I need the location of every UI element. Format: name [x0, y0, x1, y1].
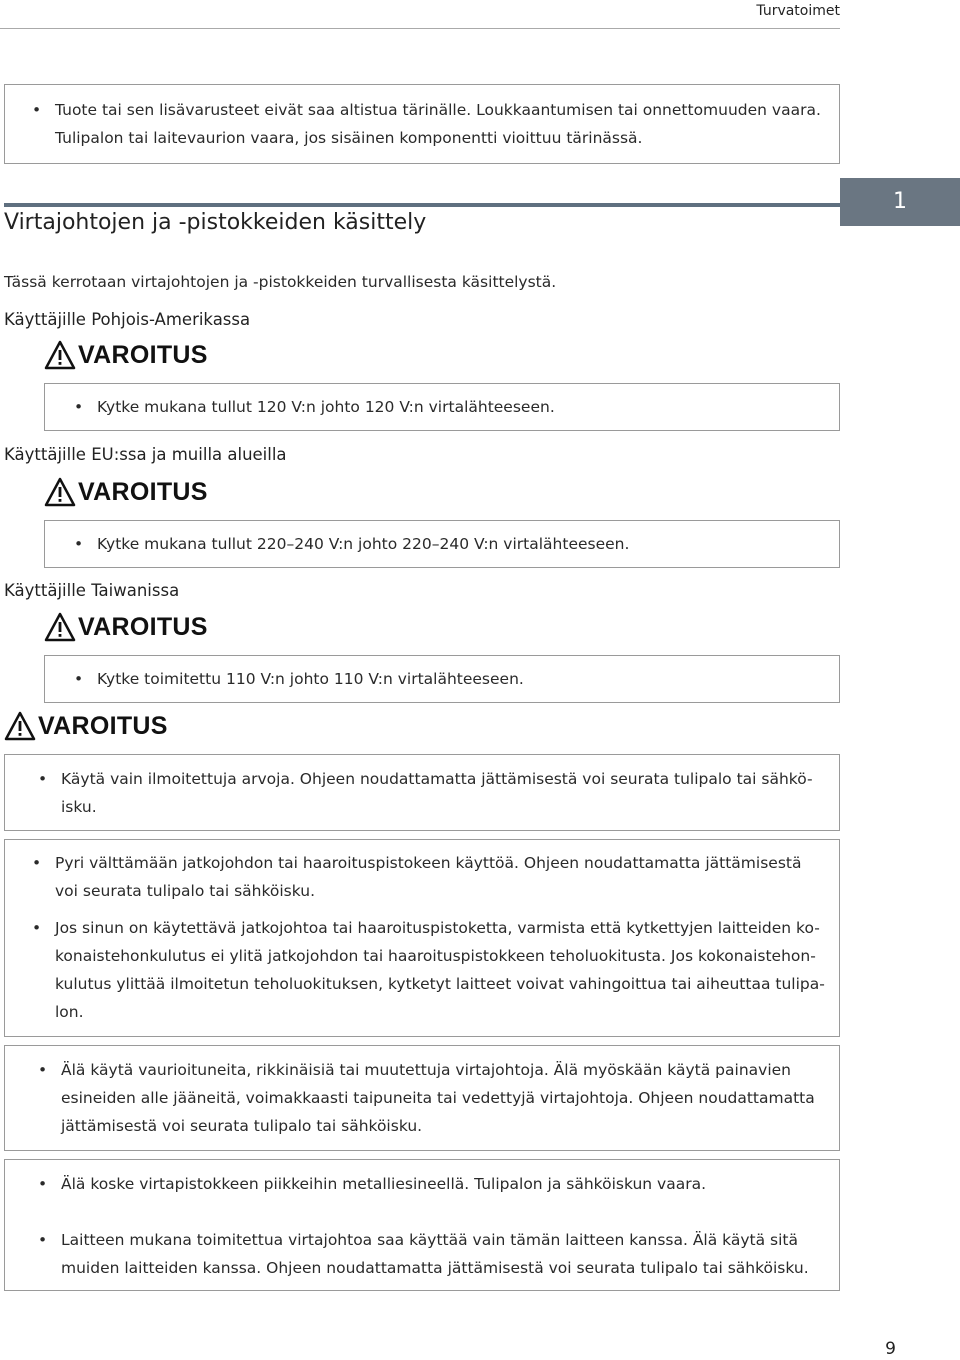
region-heading-eu: Käyttäjille EU:ssa ja muilla alueilla: [4, 445, 287, 464]
warning-triangle-icon: [4, 711, 36, 741]
warning-box-extension-cords: [4, 839, 840, 1037]
extension-item-2-line-1: • Jos sinun on käytettävä jatkojohtoa tai haaroituspistoketta, varmista että kytkettyjen laitteiden ko-: [55, 915, 820, 942]
warning-label: VAROITUS: [38, 711, 168, 740]
plug-item-2-line-2: muiden laitteiden kanssa. Ohjeen noudattamatta jättämisestä voi seurata tulipalo tai sähköisku.: [61, 1259, 809, 1277]
vibration-warning-line-2: Tulipalon tai laitevaurion vaara, jos sisäinen komponentti vioittuu tärinässä.: [55, 129, 643, 147]
extension-item-2-line-3: kulutus ylittää ilmoitetun teholuokituksen, kytketyt laitteet voivat vahingoittua tai aiheuttaa tulipa-: [55, 975, 825, 993]
header-rule: [0, 28, 840, 29]
ratings-line-1: • Käytä vain ilmoitettuja arvoja. Ohjeen noudattamatta jättämisestä voi seurata tulipalo tai sähkö-: [61, 766, 813, 793]
damaged-cords-line-3: jättämisestä voi seurata tulipalo tai sähköisku.: [61, 1117, 423, 1135]
main-warning-heading: [4, 711, 168, 741]
region-item-north-america: • Kytke mukana tullut 120 V:n johto 120 V:n virtalähteeseen.: [97, 394, 555, 421]
region-warning-eu: [44, 477, 208, 507]
section-title: Virtajohtojen ja -pistokkeiden käsittely: [4, 210, 427, 235]
extension-item-1-line-1: • Pyri välttämään jatkojohdon tai haaroituspistokeen käyttöä. Ohjeen noudattamatta jättämisestä: [55, 850, 801, 877]
warning-box-damaged-cords: [4, 1045, 840, 1151]
region-warning-taiwan: [44, 612, 208, 642]
damaged-cords-line-2: esineiden alle jääneitä, voimakkaasti taipuneita tai vedettyjä virtajohtoja. Ohjeen noudattamatta: [61, 1089, 815, 1107]
damaged-cords-line-1: • Älä käytä vaurioituneita, rikkinäisiä tai muutettuja virtajohtoja. Älä myöskään käytä painavien: [61, 1057, 791, 1084]
warning-box-plug-use: [4, 1159, 840, 1291]
region-heading-taiwan: Käyttäjille Taiwanissa: [4, 581, 180, 600]
warning-triangle-icon: [44, 340, 76, 370]
extension-item-1-line-2: voi seurata tulipalo tai sähköisku.: [55, 882, 316, 900]
extension-item-2-line-4: lon.: [55, 1003, 84, 1021]
warning-triangle-icon: [44, 477, 76, 507]
chapter-tab: 1: [840, 178, 960, 226]
section-title-rule: [4, 203, 840, 207]
warning-label: VAROITUS: [78, 612, 208, 641]
plug-item-1: • Älä koske virtapistokkeen piikkeihin metalliesineellä. Tulipalon ja sähköiskun vaara.: [61, 1171, 706, 1198]
region-item-eu: • Kytke mukana tullut 220–240 V:n johto 220–240 V:n virtalähteeseen.: [97, 531, 629, 558]
vibration-warning-line-1: • Tuote tai sen lisävarusteet eivät saa altistua tärinälle. Loukkaantumisen tai onnettomuuden vaara.: [55, 97, 821, 124]
running-header: Turvatoimet: [756, 3, 840, 19]
vibration-warning-box: [4, 84, 840, 164]
region-item-box-eu: [44, 520, 840, 568]
region-item-box-north-america: [44, 383, 840, 431]
region-item-taiwan: • Kytke toimitettu 110 V:n johto 110 V:n virtalähteeseen.: [97, 666, 524, 693]
extension-item-2-line-2: konaistehonkulutus ei ylitä jatkojohdon tai haaroituspistokkeen teholuokitusta. Jos kokonaistehon-: [55, 947, 816, 965]
plug-item-2-line-1: • Laitteen mukana toimitettua virtajohtoa saa käyttää vain tämän laitteen kanssa. Älä käytä sitä: [61, 1227, 798, 1254]
warning-label: VAROITUS: [78, 340, 208, 369]
region-warning-north-america: [44, 340, 208, 370]
page-number: 9: [885, 1339, 896, 1359]
warning-box-ratings: [4, 754, 840, 831]
intro-text: Tässä kerrotaan virtajohtojen ja -pistokkeiden turvallisesta käsittelystä.: [4, 273, 557, 291]
warning-triangle-icon: [44, 612, 76, 642]
region-heading-north-america: Käyttäjille Pohjois-Amerikassa: [4, 310, 251, 329]
warning-label: VAROITUS: [78, 477, 208, 506]
region-item-box-taiwan: [44, 655, 840, 703]
ratings-line-2: isku.: [61, 798, 97, 816]
